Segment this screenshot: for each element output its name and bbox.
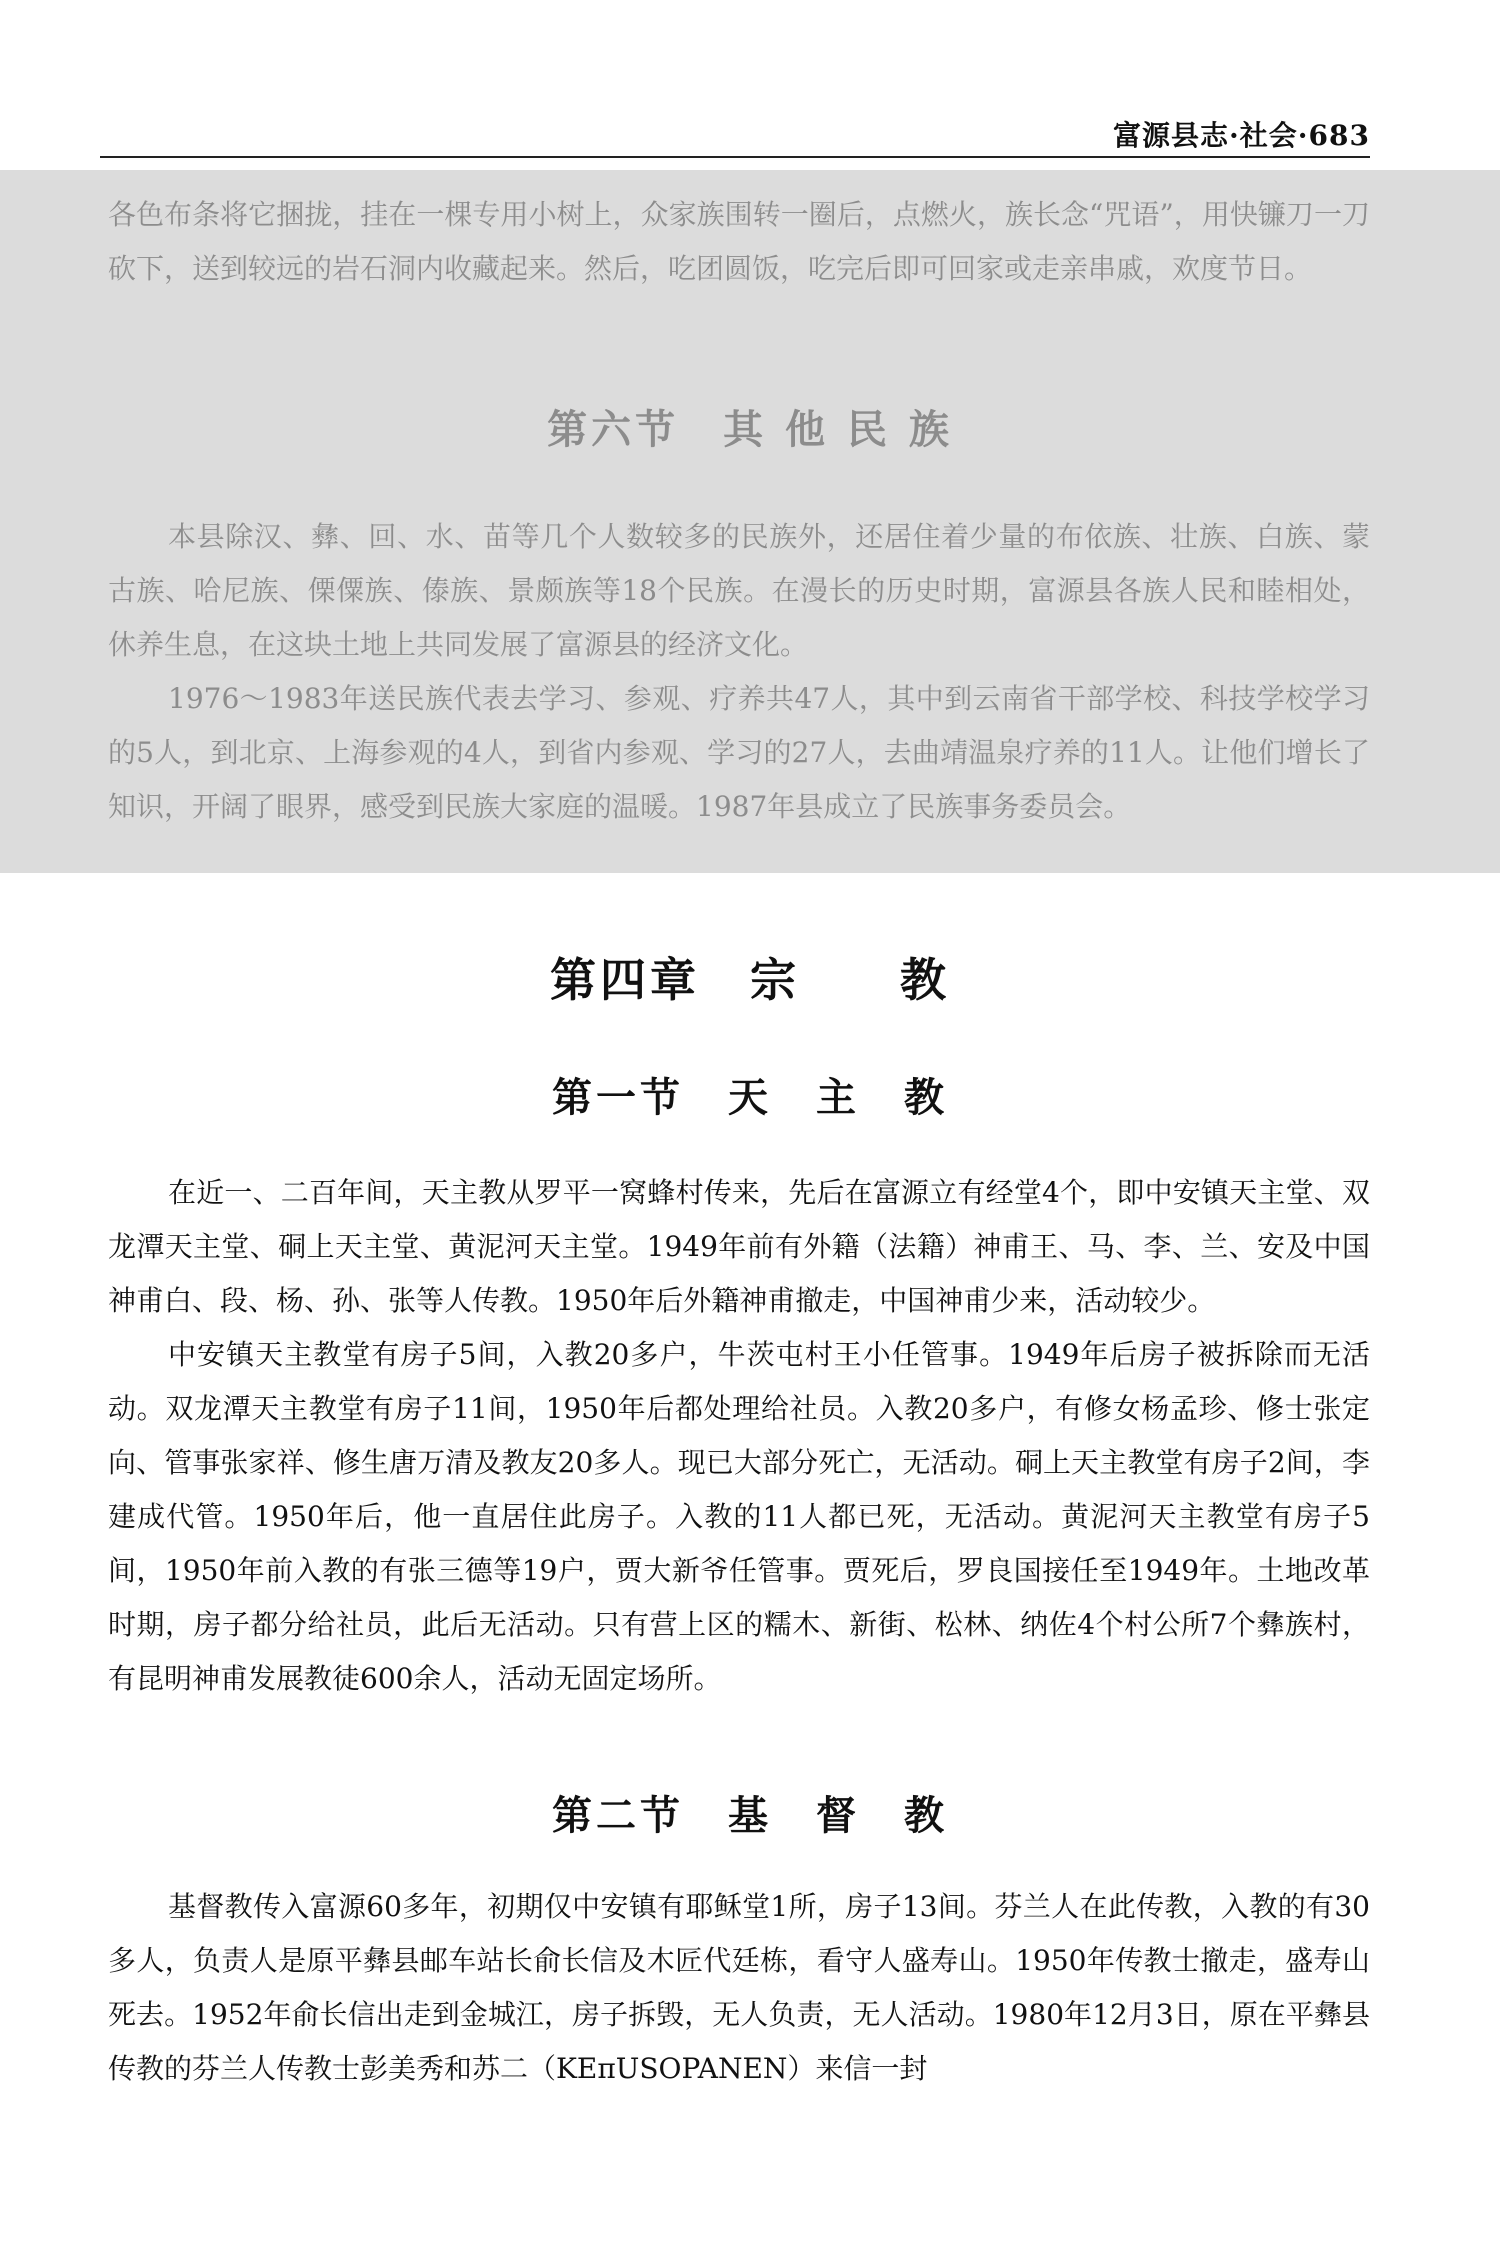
ethnic-paragraph-1: 本县除汉、彝、回、水、苗等几个人数较多的民族外，还居住着少量的布依族、壮族、白族、蒙古族、哈尼族、傈僳族、傣族、景颇族等18个民族。在漫长的历史时期，富源县各族人民和睦相处，休养生息，在这块土地上共同发展了富源县的经济文化。 — [108, 520, 1370, 661]
catholic-paragraph-2: 中安镇天主教堂有房子5间，入教20多户，牛茨屯村王小任管事。1949年后房子被拆除而无活动。双龙潭天主教堂有房子11间，1950年后都处理给社员。入教20多户，有修女杨孟珍、修士张定向、管事张家祥、修生唐万清及教友20多人。现已大部分死亡，无活动。硐上天主教堂有房子2间，李建成代管。1950年后，他一直居住此房子。入教的11人都已死，无活动。黄泥河天主教堂有房子5间，1950年前入教的有张三德等19户，贾大新爷任管事。贾死后，罗良国接任至1949年。土地改革时期，房子都分给社员，此后无活动。只有营上区的糯木、新街、松林、纳佐4个村公所7个彝族村，有昆明神甫发展教徒600余人，活动无固定场所。 — [108, 1338, 1370, 1695]
section-title-other-ethnic: 第六节 其 他 民 族 — [547, 406, 953, 453]
chapter-title: 第四章 宗 教 — [550, 953, 950, 1007]
page-header — [100, 112, 1370, 158]
catholic-paragraph-1: 在近一、二百年间，天主教从罗平一窝蜂村传来，先后在富源立有经堂4个，即中安镇天主堂、双龙潭天主堂、硐上天主堂、黄泥河天主堂。1949年前有外籍（法籍）神甫王、马、李、兰、安及中国神甫白、段、杨、孙、张等人传教。1950年后外籍神甫撤走，中国神甫少来，活动较少。 — [108, 1176, 1370, 1317]
running-header: 富源县志·社会·683 — [1113, 119, 1370, 152]
continuation-paragraph: 各色布条将它捆拢，挂在一棵专用小树上，众家族围转一圈后，点燃火，族长念“咒语”，用快镰刀一刀砍下，送到较远的岩石洞内收藏起来。然后，吃团圆饭，吃完后即可回家或走亲串戚，欢度节日。 — [108, 198, 1370, 285]
ethnic-paragraph-2: 1976～1983年送民族代表去学习、参观、疗养共47人，其中到云南省干部学校、科技学校学习的5人，到北京、上海参观的4人，到省内参观、学习的27人，去曲靖温泉疗养的11人。让他们增长了知识，开阔了眼界，感受到民族大家庭的温暖。1987年县成立了民族事务委员会。 — [108, 682, 1370, 823]
section-title-protestant: 第二节 基 督 教 — [552, 1792, 948, 1839]
faded-section — [0, 170, 1500, 873]
section-title-catholic: 第一节 天 主 教 — [552, 1074, 948, 1121]
protestant-paragraph-1: 基督教传入富源60多年，初期仅中安镇有耶稣堂1所，房子13间。芬兰人在此传教，入教的有30多人，负责人是原平彝县邮车站长俞长信及木匠代廷栋，看守人盛寿山。1950年传教士撤走，盛寿山死去。1952年俞长信出走到金城江，房子拆毁，无人负责，无人活动。1980年12月3日，原在平彝县传教的芬兰人传教士彭美秀和苏二（KEπUSOPANEN）来信一封 — [108, 1890, 1370, 2085]
